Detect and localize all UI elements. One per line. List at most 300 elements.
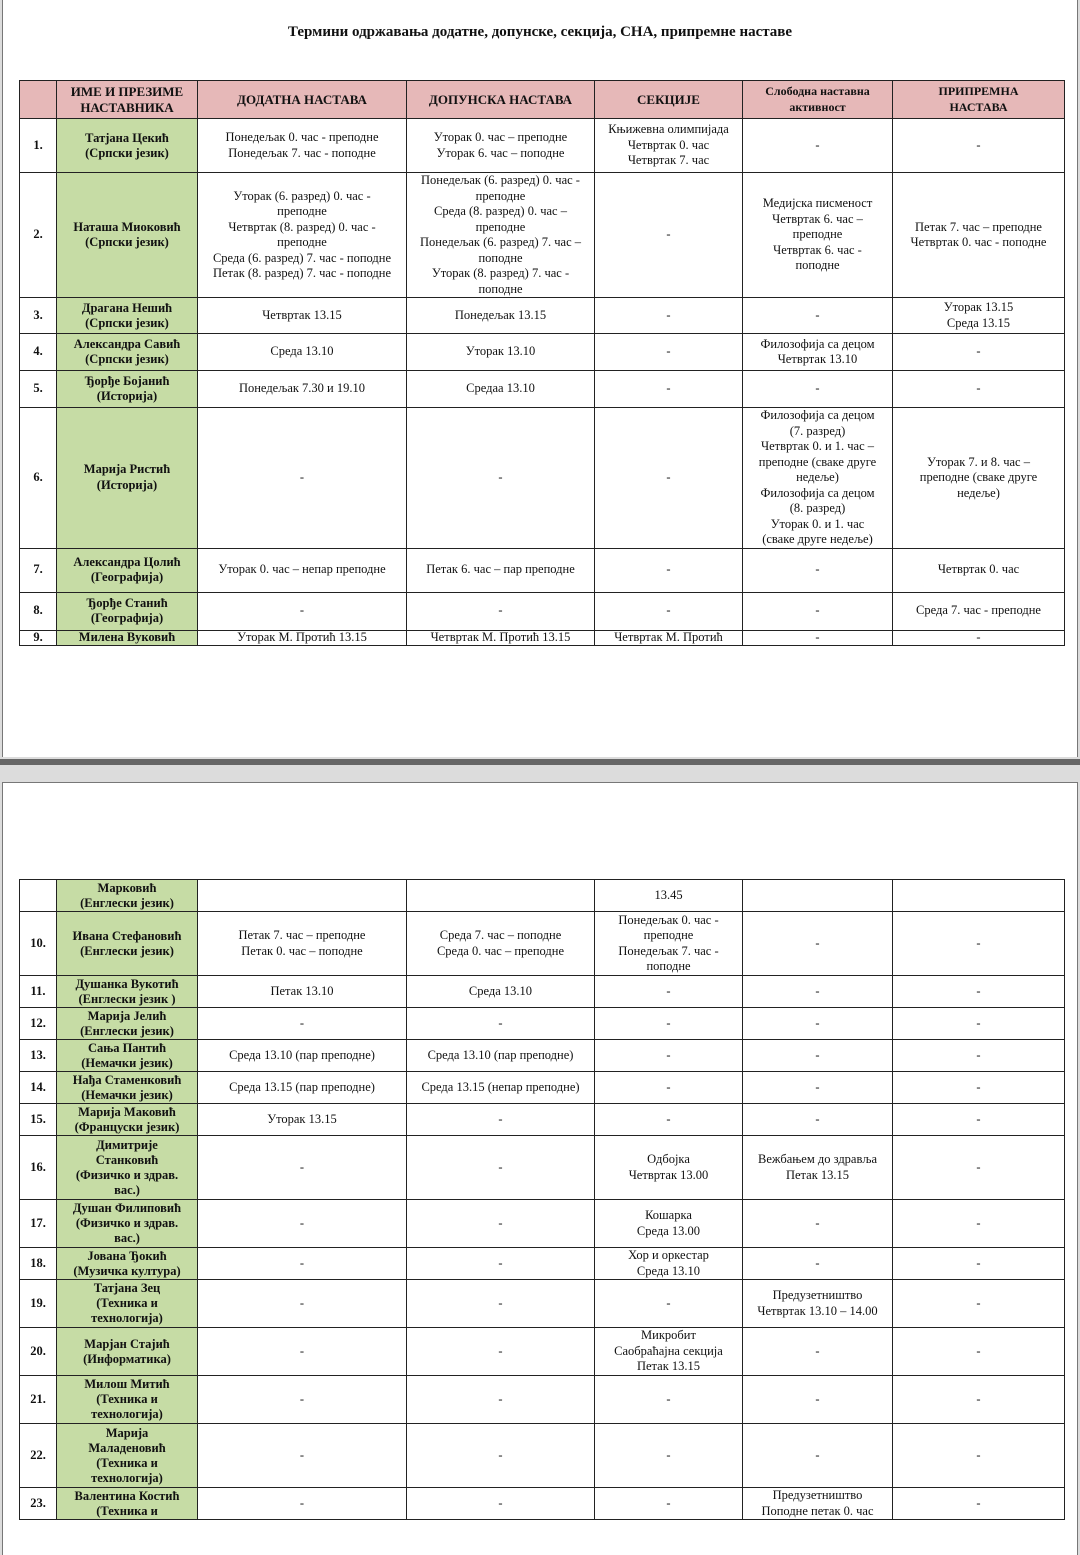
preparatory-classes-cell <box>893 173 1065 298</box>
teacher-name-cell <box>57 1488 198 1520</box>
teacher-name-cell <box>57 1040 198 1072</box>
sections-cell <box>595 371 743 408</box>
supplementary-classes-cell <box>407 408 595 549</box>
table-row <box>20 1008 1065 1040</box>
preparatory-classes-line: - <box>976 1015 981 1030</box>
free-activity-cell <box>743 880 893 912</box>
free-activity-cell <box>743 1104 893 1136</box>
preparatory-classes-line: - <box>976 1495 981 1510</box>
header-sections <box>595 81 743 119</box>
header-teacher-name-line: НАСТАВНИКА <box>80 99 174 115</box>
teacher-name-cell <box>57 976 198 1008</box>
row-number: 7. <box>20 548 57 592</box>
supplementary-classes-cell <box>407 1040 595 1072</box>
free-activity-cell <box>743 592 893 630</box>
supplementary-classes-cell <box>407 880 595 912</box>
teacher-name-line: (Физичко и здрав. <box>75 1167 179 1182</box>
teacher-name-cell <box>57 408 198 549</box>
sections-line: - <box>666 1015 671 1030</box>
sections-cell <box>595 334 743 371</box>
table-row <box>20 298 1065 334</box>
additional-classes-line: - <box>299 470 305 484</box>
row-number: 19. <box>20 1280 57 1328</box>
row-number: 21. <box>20 1376 57 1424</box>
free-activity-line: - <box>815 630 820 644</box>
teacher-name-line: (Географија) <box>90 611 164 625</box>
preparatory-classes-line: - <box>976 137 981 152</box>
supplementary-classes-cell <box>407 1136 595 1200</box>
teacher-name-line: (Техника и <box>96 1503 158 1518</box>
preparatory-classes-cell <box>893 912 1065 976</box>
additional-classes-cell <box>198 1248 407 1280</box>
supplementary-classes-line: Среда 13.15 (непар преподне) <box>421 1079 580 1094</box>
free-activity-line: - <box>815 307 820 322</box>
teacher-name-line: Сања Пантић <box>87 1040 167 1055</box>
page-separator-bar <box>0 759 1080 765</box>
free-activity-cell <box>743 298 893 334</box>
row-number: 3. <box>20 298 57 334</box>
supplementary-classes-line: Понедељак (6. разред) 0. час - <box>421 173 580 187</box>
header-free-activity-line: активност <box>789 99 846 114</box>
document-page-1 <box>2 0 1078 758</box>
preparatory-classes-line: Среда 13.15 <box>946 315 1011 330</box>
free-activity-line: поподне <box>795 258 840 273</box>
sections-line: - <box>666 1295 671 1310</box>
sections-cell <box>595 548 743 592</box>
supplementary-classes-line: преподне <box>475 188 526 203</box>
supplementary-classes-line: - <box>498 1495 503 1510</box>
additional-classes-line: Петак 7. час – преподне <box>238 928 366 942</box>
teacher-name-line: Марјан Стајић <box>84 1336 170 1351</box>
preparatory-classes-line: - <box>976 381 981 396</box>
teacher-name-line: Ивана Стефановић <box>72 928 182 943</box>
sections-line: Среда 13.10 <box>636 1263 701 1278</box>
sections-line: Одбојка <box>647 1152 690 1166</box>
additional-classes-line: Понедељак 0. час - преподне <box>225 130 379 144</box>
header-preparatory-classes-line: НАСТАВА <box>949 99 1008 114</box>
sections-cell <box>595 1200 743 1248</box>
teacher-name-line: Нађа Стаменковић <box>72 1072 182 1087</box>
free-activity-line: - <box>815 983 820 998</box>
teacher-name-cell <box>57 1072 198 1104</box>
header-empty <box>20 81 57 119</box>
supplementary-classes-line: - <box>498 603 503 618</box>
header-supplementary-classes-line: ДОПУНСКА НАСТАВА <box>428 91 573 107</box>
table-row <box>20 1376 1065 1424</box>
supplementary-classes-line: поподне <box>478 250 523 265</box>
row-number: 4. <box>20 334 57 371</box>
additional-classes-line: Среда (6. разред) 7. час - поподне <box>212 250 392 265</box>
free-activity-line: Филозофија са децом <box>760 408 875 422</box>
additional-classes-line: Петак 13.10 <box>270 983 334 998</box>
additional-classes-line: Уторак 0. час – непар преподне <box>218 562 386 577</box>
preparatory-classes-cell <box>893 1136 1065 1200</box>
supplementary-classes-line: поподне <box>478 281 523 296</box>
preparatory-classes-cell <box>893 408 1065 549</box>
teacher-name-cell <box>57 548 198 592</box>
table-row <box>20 1104 1065 1136</box>
additional-classes-line: - <box>299 1391 305 1406</box>
sections-line: Петак 13.15 <box>636 1359 701 1374</box>
supplementary-classes-cell <box>407 1376 595 1424</box>
supplementary-classes-line: Четвртак М. Протић 13.15 <box>430 630 571 644</box>
teacher-name-line: Марија <box>105 1425 149 1440</box>
supplementary-classes-cell <box>407 548 595 592</box>
teacher-name-cell <box>57 1008 198 1040</box>
additional-classes-cell <box>198 1280 407 1328</box>
sections-line: Хор и оркестар <box>628 1248 709 1262</box>
page-separator <box>0 757 1080 782</box>
supplementary-classes-cell <box>407 1008 595 1040</box>
additional-classes-cell <box>198 976 407 1008</box>
preparatory-classes-line: - <box>976 344 981 359</box>
table-row <box>20 173 1065 298</box>
preparatory-classes-line: Четвртак 0. час <box>937 562 1020 577</box>
supplementary-classes-line: Среда 7. час – поподне <box>439 928 562 942</box>
preparatory-classes-cell <box>893 1328 1065 1376</box>
free-activity-line: - <box>815 1111 820 1126</box>
free-activity-line: - <box>815 603 820 618</box>
free-activity-line: Четвртак 6. час - <box>773 242 862 257</box>
preparatory-classes-line: - <box>976 983 981 998</box>
free-activity-cell <box>743 334 893 371</box>
preparatory-classes-cell <box>893 1072 1065 1104</box>
teacher-name-line: вас.) <box>114 1182 140 1197</box>
sections-line: Понедељак 0. час - <box>618 912 719 927</box>
free-activity-line: преподне (сваке друге <box>758 454 877 469</box>
sections-line: - <box>666 1495 671 1510</box>
sections-cell <box>595 880 743 912</box>
table-row <box>20 1424 1065 1488</box>
row-number: 5. <box>20 371 57 408</box>
preparatory-classes-cell <box>893 119 1065 173</box>
free-activity-cell <box>743 119 893 173</box>
free-activity-line: Четвртак 0. и 1. час – <box>760 439 875 453</box>
row-number: 18. <box>20 1248 57 1280</box>
preparatory-classes-cell <box>893 1488 1065 1520</box>
teacher-name-line: Александра Цолић <box>73 555 181 569</box>
table-row <box>20 1248 1065 1280</box>
free-activity-line: Предузетништво <box>772 1288 863 1302</box>
additional-classes-line: - <box>299 1343 305 1358</box>
preparatory-classes-cell <box>893 548 1065 592</box>
supplementary-classes-line: - <box>498 1111 503 1126</box>
supplementary-classes-line: Среда (8. разред) 0. час – <box>434 204 567 218</box>
preparatory-classes-cell <box>893 1008 1065 1040</box>
teacher-name-line: технологија) <box>91 1311 163 1325</box>
preparatory-classes-cell <box>893 976 1065 1008</box>
sections-line: Књижевна олимпијада <box>608 122 729 137</box>
supplementary-classes-cell <box>407 298 595 334</box>
teacher-name-cell <box>57 371 198 408</box>
teacher-name-line: (Техника и <box>96 1296 158 1310</box>
additional-classes-cell <box>198 1328 407 1376</box>
teacher-name-line: технологија) <box>91 1407 163 1421</box>
header-preparatory-classes <box>893 81 1065 119</box>
additional-classes-cell <box>198 1488 407 1520</box>
table-row <box>20 1072 1065 1104</box>
preparatory-classes-cell <box>893 1280 1065 1328</box>
additional-classes-cell <box>198 1424 407 1488</box>
teacher-name-cell <box>57 1424 198 1488</box>
additional-classes-cell <box>198 630 407 645</box>
teacher-name-line: Јована Ђокић <box>87 1248 167 1263</box>
additional-classes-cell <box>198 408 407 549</box>
sections-cell <box>595 119 743 173</box>
row-number: 10. <box>20 912 57 976</box>
teacher-name-line: (Српски језик) <box>85 352 169 366</box>
sections-cell <box>595 1008 743 1040</box>
additional-classes-cell <box>198 1376 407 1424</box>
supplementary-classes-line: преподне <box>475 219 526 234</box>
teacher-name-cell <box>57 334 198 371</box>
sections-cell <box>595 1104 743 1136</box>
supplementary-classes-line: - <box>498 1015 503 1030</box>
additional-classes-cell <box>198 1008 407 1040</box>
sections-cell <box>595 1376 743 1424</box>
table-row <box>20 1040 1065 1072</box>
table-row <box>20 976 1065 1008</box>
supplementary-classes-cell <box>407 1280 595 1328</box>
preparatory-classes-line: преподне (сваке друге <box>919 470 1038 484</box>
preparatory-classes-line: - <box>976 1447 981 1462</box>
supplementary-classes-cell <box>407 1424 595 1488</box>
sections-line: - <box>666 227 671 242</box>
free-activity-line: Петак 13.15 <box>785 1167 850 1182</box>
additional-classes-line: - <box>299 1295 305 1310</box>
free-activity-cell <box>743 1328 893 1376</box>
preparatory-classes-line: - <box>976 1159 981 1174</box>
header-free-activity <box>743 81 893 119</box>
preparatory-classes-cell <box>893 298 1065 334</box>
sections-line: - <box>666 983 671 998</box>
supplementary-classes-line: Уторак 0. час – преподне <box>433 130 568 144</box>
supplementary-classes-line <box>409 888 592 904</box>
free-activity-line: Уторак 0. и 1. час <box>770 516 865 531</box>
preparatory-classes-cell <box>893 630 1065 645</box>
supplementary-classes-line: - <box>498 470 503 484</box>
free-activity-line: Четвртак 13.10 <box>777 352 858 366</box>
schedule-table-page-1 <box>19 80 1065 646</box>
additional-classes-cell <box>198 1072 407 1104</box>
row-number: 20. <box>20 1328 57 1376</box>
additional-classes-cell <box>198 912 407 976</box>
teacher-name-line: Маладеновић <box>88 1440 166 1455</box>
sections-line: - <box>666 1047 671 1062</box>
supplementary-classes-cell <box>407 1488 595 1520</box>
sections-line: преподне <box>643 928 694 942</box>
sections-line: - <box>666 562 671 577</box>
free-activity-line: Филозофија са децом <box>760 485 875 500</box>
supplementary-classes-line: - <box>498 1215 503 1230</box>
additional-classes-line: - <box>299 1447 305 1462</box>
preparatory-classes-line: - <box>976 935 981 950</box>
free-activity-cell <box>743 1248 893 1280</box>
teacher-name-cell <box>57 880 198 912</box>
row-number: 23. <box>20 1488 57 1520</box>
free-activity-cell <box>743 1136 893 1200</box>
additional-classes-line: - <box>299 1215 305 1230</box>
additional-classes-line: Четвртак 13.15 <box>262 307 342 322</box>
additional-classes-line: - <box>299 1495 305 1510</box>
teacher-name-line: (Физичко и здрав. <box>75 1216 179 1230</box>
free-activity-line: Четвртак 6. час – <box>772 211 863 226</box>
sections-cell <box>595 173 743 298</box>
teacher-name-line: (Српски језик) <box>85 235 169 249</box>
sections-line: - <box>666 470 671 484</box>
sections-cell <box>595 976 743 1008</box>
teacher-name-cell <box>57 1200 198 1248</box>
table-row <box>20 119 1065 173</box>
additional-classes-line: Понедељак 7.30 и 19.10 <box>238 381 366 396</box>
additional-classes-line: - <box>299 1255 305 1270</box>
preparatory-classes-cell <box>893 334 1065 371</box>
preparatory-classes-cell <box>893 1200 1065 1248</box>
teacher-name-line: Душан Филиповић <box>72 1201 182 1215</box>
schedule-table-page-2 <box>19 879 1065 1520</box>
sections-line: - <box>666 344 671 359</box>
table-row <box>20 880 1065 912</box>
free-activity-cell <box>743 173 893 298</box>
row-number: 8. <box>20 592 57 630</box>
teacher-name-line: (Историја) <box>96 389 158 403</box>
supplementary-classes-cell <box>407 371 595 408</box>
teacher-name-cell <box>57 119 198 173</box>
supplementary-classes-cell <box>407 976 595 1008</box>
preparatory-classes-line: - <box>976 1215 981 1230</box>
sections-cell <box>595 408 743 549</box>
teacher-name-line: (Енглески језик ) <box>78 991 176 1006</box>
additional-classes-line: Среда 13.10 <box>270 344 334 359</box>
teacher-name-line: (Техника и <box>96 1392 158 1406</box>
teacher-name-line: Ђорђе Бојанић <box>84 374 170 388</box>
document-page-2 <box>2 782 1078 1555</box>
sections-cell <box>595 1136 743 1200</box>
free-activity-cell <box>743 1376 893 1424</box>
free-activity-line: - <box>815 1255 820 1270</box>
free-activity-line: - <box>815 935 820 950</box>
sections-line: Четвртак 13.00 <box>628 1167 709 1182</box>
table-row <box>20 408 1065 549</box>
teacher-name-cell <box>57 592 198 630</box>
teacher-name-line: (Музичка култура) <box>73 1263 181 1278</box>
teacher-name-line: Марковић <box>97 880 157 895</box>
additional-classes-cell <box>198 119 407 173</box>
row-number: 11. <box>20 976 57 1008</box>
preparatory-classes-line: Уторак 7. и 8. час – <box>927 454 1030 469</box>
preparatory-classes-line: - <box>976 630 981 644</box>
row-number: 13. <box>20 1040 57 1072</box>
row-number: 9. <box>20 630 57 645</box>
teacher-name-line: Душанка Вукотић <box>75 976 179 991</box>
preparatory-classes-line: Уторак 13.15 <box>943 300 1014 314</box>
free-activity-line: (8. разред) <box>789 501 846 515</box>
sections-line: Четвртак 0. час <box>627 137 710 152</box>
preparatory-classes-line: - <box>976 1255 981 1270</box>
supplementary-classes-cell <box>407 912 595 976</box>
additional-classes-line: Среда 13.15 (пар преподне) <box>229 1079 375 1094</box>
supplementary-classes-cell <box>407 173 595 298</box>
free-activity-line: - <box>815 1079 820 1094</box>
sections-line: Саобраћајна секција <box>614 1343 723 1358</box>
supplementary-classes-cell <box>407 1328 595 1376</box>
preparatory-classes-line: - <box>976 1047 981 1062</box>
sections-line: Четвртак 7. час <box>627 153 710 168</box>
teacher-name-line: Станковић <box>95 1152 159 1167</box>
preparatory-classes-line: - <box>976 1079 981 1094</box>
free-activity-line: - <box>815 562 820 577</box>
additional-classes-line: - <box>299 1159 305 1174</box>
supplementary-classes-line: Понедељак (6. разред) 7. час – <box>419 235 582 249</box>
additional-classes-cell <box>198 334 407 371</box>
supplementary-classes-line: Понедељак 13.15 <box>454 307 547 322</box>
free-activity-line: Медијска писменост <box>762 196 873 211</box>
teacher-name-cell <box>57 1136 198 1200</box>
row-number: 16. <box>20 1136 57 1200</box>
teacher-name-line: (Географија) <box>90 570 164 584</box>
header-supplementary-classes <box>407 81 595 119</box>
row-number: 2. <box>20 173 57 298</box>
teacher-name-line: Марија Маковић <box>78 1104 176 1119</box>
sections-cell <box>595 1248 743 1280</box>
preparatory-classes-cell <box>893 880 1065 912</box>
row-number: 12. <box>20 1008 57 1040</box>
sections-line: Среда 13.00 <box>636 1223 701 1238</box>
table-row <box>20 1136 1065 1200</box>
sections-line: Понедељак 7. час - <box>618 943 719 958</box>
table-row <box>20 1280 1065 1328</box>
free-activity-line: - <box>815 1215 820 1230</box>
preparatory-classes-line: Петак 7. час – преподне <box>915 219 1042 234</box>
teacher-name-cell <box>57 1280 198 1328</box>
supplementary-classes-line: Уторак 13.10 <box>465 344 536 359</box>
sections-cell <box>595 1424 743 1488</box>
sections-line: - <box>666 1079 671 1094</box>
preparatory-classes-line: Четвртак 0. час - поподне <box>910 235 1047 249</box>
teacher-name-line: (Српски језик) <box>85 145 169 160</box>
free-activity-line: Вежбањем до здравља <box>757 1152 878 1166</box>
free-activity-line: - <box>815 1447 820 1462</box>
free-activity-cell <box>743 912 893 976</box>
sections-cell <box>595 1328 743 1376</box>
supplementary-classes-cell <box>407 1200 595 1248</box>
header-additional-classes-line: ДОДАТНА НАСТАВА <box>237 91 367 107</box>
free-activity-line: Четвртак 13.10 – 14.00 <box>757 1303 878 1318</box>
supplementary-classes-cell <box>407 1248 595 1280</box>
supplementary-classes-line: Уторак (8. разред) 7. час - <box>431 266 570 280</box>
teacher-name-line: Марија Јелић <box>87 1008 167 1023</box>
teacher-name-line: (Енглески језик) <box>80 943 174 958</box>
additional-classes-line: преподне <box>277 204 327 218</box>
supplementary-classes-line: - <box>498 1295 503 1310</box>
supplementary-classes-line: Петак 6. час – пар преподне <box>426 562 575 577</box>
table-row <box>20 1200 1065 1248</box>
free-activity-cell <box>743 371 893 408</box>
free-activity-line: - <box>815 137 820 152</box>
supplementary-classes-cell <box>407 630 595 645</box>
teacher-name-cell <box>57 630 198 645</box>
sections-line: - <box>666 1111 671 1126</box>
teacher-name-cell <box>57 1328 198 1376</box>
preparatory-classes-cell <box>893 1040 1065 1072</box>
additional-classes-cell <box>198 592 407 630</box>
sections-line: - <box>666 603 671 618</box>
preparatory-classes-cell <box>893 1376 1065 1424</box>
preparatory-classes-cell <box>893 1248 1065 1280</box>
teacher-name-line: (Информатика) <box>83 1351 171 1366</box>
supplementary-classes-line: Уторак 6. час – поподне <box>436 145 565 160</box>
preparatory-classes-line: - <box>976 1111 981 1126</box>
